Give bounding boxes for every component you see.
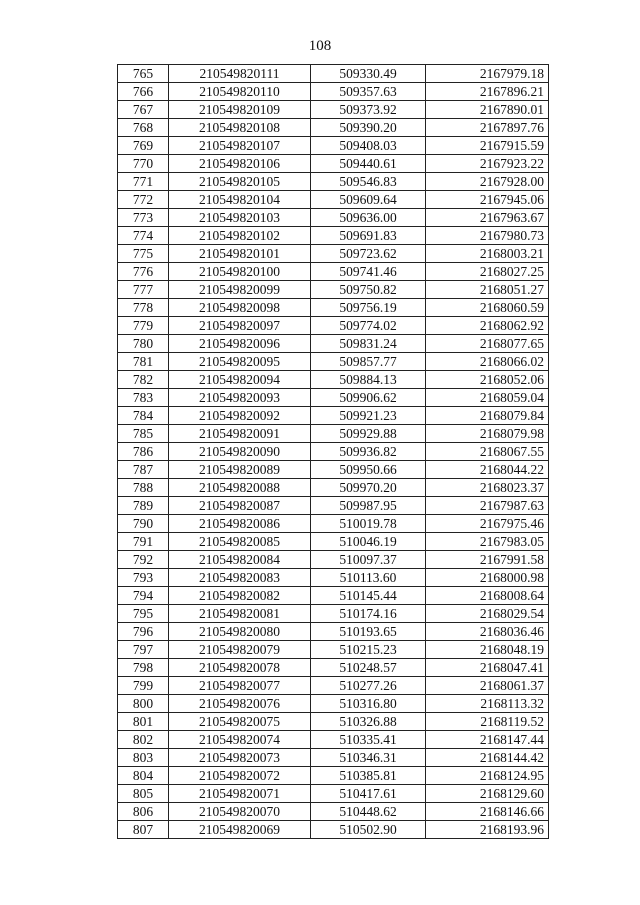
y-coordinate-cell: 2167963.67 [426,209,549,227]
x-coordinate-cell: 510145.44 [311,587,426,605]
y-coordinate-cell: 2168124.95 [426,767,549,785]
table-row [118,767,549,785]
row-number-cell: 766 [118,83,169,101]
row-number-cell: 801 [118,713,169,731]
table-row [118,65,549,83]
point-id-cell: 210549820098 [169,299,311,317]
row-number-cell: 807 [118,821,169,839]
point-id-cell: 210549820104 [169,191,311,209]
row-number-cell: 765 [118,65,169,83]
row-number-cell: 806 [118,803,169,821]
x-coordinate-cell: 509390.20 [311,119,426,137]
point-id-cell: 210549820105 [169,173,311,191]
point-id-cell: 210549820092 [169,407,311,425]
x-coordinate-cell: 510174.16 [311,605,426,623]
y-coordinate-cell: 2168036.46 [426,623,549,641]
y-coordinate-cell: 2167983.05 [426,533,549,551]
y-coordinate-cell: 2167945.06 [426,191,549,209]
row-number-cell: 778 [118,299,169,317]
x-coordinate-cell: 509440.61 [311,155,426,173]
table-row [118,623,549,641]
x-coordinate-cell: 509741.46 [311,263,426,281]
table-row [118,695,549,713]
y-coordinate-cell: 2168060.59 [426,299,549,317]
row-number-cell: 805 [118,785,169,803]
point-id-cell: 210549820075 [169,713,311,731]
table-row [118,551,549,569]
y-coordinate-cell: 2167896.21 [426,83,549,101]
table-row [118,101,549,119]
table-row [118,317,549,335]
table-row [118,497,549,515]
x-coordinate-cell: 510193.65 [311,623,426,641]
row-number-cell: 787 [118,461,169,479]
x-coordinate-cell: 510316.80 [311,695,426,713]
y-coordinate-cell: 2168066.02 [426,353,549,371]
row-number-cell: 794 [118,587,169,605]
x-coordinate-cell: 509750.82 [311,281,426,299]
table-row [118,587,549,605]
point-id-cell: 210549820108 [169,119,311,137]
table-row [118,299,549,317]
x-coordinate-cell: 510335.41 [311,731,426,749]
table-row [118,803,549,821]
point-id-cell: 210549820089 [169,461,311,479]
point-id-cell: 210549820103 [169,209,311,227]
x-coordinate-cell: 509857.77 [311,353,426,371]
x-coordinate-cell: 509609.64 [311,191,426,209]
x-coordinate-cell: 510448.62 [311,803,426,821]
x-coordinate-cell: 510385.81 [311,767,426,785]
x-coordinate-cell: 510346.31 [311,749,426,767]
row-number-cell: 802 [118,731,169,749]
y-coordinate-cell: 2168146.66 [426,803,549,821]
x-coordinate-cell: 510215.23 [311,641,426,659]
y-coordinate-cell: 2168119.52 [426,713,549,731]
point-id-cell: 210549820086 [169,515,311,533]
x-coordinate-cell: 509936.82 [311,443,426,461]
table-row [118,209,549,227]
table-row [118,749,549,767]
row-number-cell: 772 [118,191,169,209]
point-id-cell: 210549820071 [169,785,311,803]
y-coordinate-cell: 2168079.98 [426,425,549,443]
y-coordinate-cell: 2167980.73 [426,227,549,245]
row-number-cell: 792 [118,551,169,569]
row-number-cell: 798 [118,659,169,677]
y-coordinate-cell: 2168008.64 [426,587,549,605]
point-id-cell: 210549820110 [169,83,311,101]
point-id-cell: 210549820069 [169,821,311,839]
table-row [118,677,549,695]
x-coordinate-cell: 510326.88 [311,713,426,731]
point-id-cell: 210549820078 [169,659,311,677]
y-coordinate-cell: 2168077.65 [426,335,549,353]
point-id-cell: 210549820081 [169,605,311,623]
table-row [118,533,549,551]
table-row [118,659,549,677]
row-number-cell: 785 [118,425,169,443]
x-coordinate-cell: 510113.60 [311,569,426,587]
x-coordinate-cell: 509373.92 [311,101,426,119]
point-id-cell: 210549820083 [169,569,311,587]
row-number-cell: 789 [118,497,169,515]
point-id-cell: 210549820077 [169,677,311,695]
table-row [118,245,549,263]
row-number-cell: 797 [118,641,169,659]
y-coordinate-cell: 2167991.58 [426,551,549,569]
row-number-cell: 770 [118,155,169,173]
x-coordinate-cell: 510417.61 [311,785,426,803]
y-coordinate-cell: 2168048.19 [426,641,549,659]
y-coordinate-cell: 2167923.22 [426,155,549,173]
table-row [118,605,549,623]
x-coordinate-cell: 509408.03 [311,137,426,155]
table-row [118,389,549,407]
y-coordinate-cell: 2168047.41 [426,659,549,677]
y-coordinate-cell: 2168129.60 [426,785,549,803]
table-row [118,407,549,425]
table-row [118,785,549,803]
row-number-cell: 795 [118,605,169,623]
row-number-cell: 782 [118,371,169,389]
row-number-cell: 777 [118,281,169,299]
x-coordinate-cell: 509921.23 [311,407,426,425]
row-number-cell: 790 [118,515,169,533]
y-coordinate-cell: 2167987.63 [426,497,549,515]
x-coordinate-cell: 509636.00 [311,209,426,227]
y-coordinate-cell: 2168044.22 [426,461,549,479]
y-coordinate-cell: 2168062.92 [426,317,549,335]
point-id-cell: 210549820095 [169,353,311,371]
row-number-cell: 786 [118,443,169,461]
table-row [118,443,549,461]
x-coordinate-cell: 509884.13 [311,371,426,389]
y-coordinate-cell: 2168052.06 [426,371,549,389]
point-id-cell: 210549820093 [169,389,311,407]
y-coordinate-cell: 2167928.00 [426,173,549,191]
table-row [118,425,549,443]
x-coordinate-cell: 509929.88 [311,425,426,443]
x-coordinate-cell: 509831.24 [311,335,426,353]
point-id-cell: 210549820100 [169,263,311,281]
table-row [118,515,549,533]
point-id-cell: 210549820073 [169,749,311,767]
table-row [118,731,549,749]
row-number-cell: 773 [118,209,169,227]
table-row [118,227,549,245]
x-coordinate-cell: 509950.66 [311,461,426,479]
point-id-cell: 210549820074 [169,731,311,749]
table-row [118,119,549,137]
y-coordinate-cell: 2168067.55 [426,443,549,461]
y-coordinate-cell: 2168147.44 [426,731,549,749]
point-id-cell: 210549820101 [169,245,311,263]
table-row [118,461,549,479]
row-number-cell: 804 [118,767,169,785]
row-number-cell: 791 [118,533,169,551]
row-number-cell: 776 [118,263,169,281]
page-number: 108 [308,38,332,54]
y-coordinate-cell: 2168113.32 [426,695,549,713]
row-number-cell: 767 [118,101,169,119]
point-id-cell: 210549820080 [169,623,311,641]
y-coordinate-cell: 2168051.27 [426,281,549,299]
y-coordinate-cell: 2168079.84 [426,407,549,425]
row-number-cell: 793 [118,569,169,587]
point-id-cell: 210549820111 [169,65,311,83]
y-coordinate-cell: 2167979.18 [426,65,549,83]
table-row [118,335,549,353]
x-coordinate-cell: 509970.20 [311,479,426,497]
table-row [118,263,549,281]
y-coordinate-cell: 2168144.42 [426,749,549,767]
coordinates-table [117,64,549,839]
x-coordinate-cell: 510097.37 [311,551,426,569]
x-coordinate-cell: 510248.57 [311,659,426,677]
row-number-cell: 800 [118,695,169,713]
point-id-cell: 210549820102 [169,227,311,245]
table-row [118,173,549,191]
table-row [118,641,549,659]
row-number-cell: 788 [118,479,169,497]
point-id-cell: 210549820087 [169,497,311,515]
row-number-cell: 768 [118,119,169,137]
point-id-cell: 210549820070 [169,803,311,821]
table-row [118,281,549,299]
point-id-cell: 210549820090 [169,443,311,461]
point-id-cell: 210549820084 [169,551,311,569]
row-number-cell: 803 [118,749,169,767]
y-coordinate-cell: 2167897.76 [426,119,549,137]
point-id-cell: 210549820091 [169,425,311,443]
point-id-cell: 210549820082 [169,587,311,605]
x-coordinate-cell: 510277.26 [311,677,426,695]
point-id-cell: 210549820109 [169,101,311,119]
y-coordinate-cell: 2168000.98 [426,569,549,587]
table-row [118,479,549,497]
point-id-cell: 210549820094 [169,371,311,389]
point-id-cell: 210549820076 [169,695,311,713]
y-coordinate-cell: 2168003.21 [426,245,549,263]
point-id-cell: 210549820079 [169,641,311,659]
y-coordinate-cell: 2168029.54 [426,605,549,623]
table-row [118,569,549,587]
x-coordinate-cell: 509987.95 [311,497,426,515]
row-number-cell: 781 [118,353,169,371]
coordinates-table-body [118,65,549,839]
point-id-cell: 210549820106 [169,155,311,173]
x-coordinate-cell: 509774.02 [311,317,426,335]
x-coordinate-cell: 509756.19 [311,299,426,317]
point-id-cell: 210549820072 [169,767,311,785]
x-coordinate-cell: 509906.62 [311,389,426,407]
x-coordinate-cell: 510019.78 [311,515,426,533]
row-number-cell: 799 [118,677,169,695]
x-coordinate-cell: 509330.49 [311,65,426,83]
table-row [118,155,549,173]
x-coordinate-cell: 509546.83 [311,173,426,191]
y-coordinate-cell: 2168193.96 [426,821,549,839]
row-number-cell: 783 [118,389,169,407]
y-coordinate-cell: 2167975.46 [426,515,549,533]
point-id-cell: 210549820085 [169,533,311,551]
y-coordinate-cell: 2168023.37 [426,479,549,497]
point-id-cell: 210549820099 [169,281,311,299]
point-id-cell: 210549820088 [169,479,311,497]
y-coordinate-cell: 2167890.01 [426,101,549,119]
row-number-cell: 780 [118,335,169,353]
row-number-cell: 774 [118,227,169,245]
row-number-cell: 796 [118,623,169,641]
row-number-cell: 779 [118,317,169,335]
x-coordinate-cell: 509691.83 [311,227,426,245]
table-row [118,713,549,731]
point-id-cell: 210549820097 [169,317,311,335]
x-coordinate-cell: 510046.19 [311,533,426,551]
table-row [118,191,549,209]
row-number-cell: 769 [118,137,169,155]
y-coordinate-cell: 2168061.37 [426,677,549,695]
table-row [118,83,549,101]
table-row [118,137,549,155]
table-row [118,821,549,839]
y-coordinate-cell: 2168059.04 [426,389,549,407]
row-number-cell: 775 [118,245,169,263]
row-number-cell: 784 [118,407,169,425]
x-coordinate-cell: 509723.62 [311,245,426,263]
row-number-cell: 771 [118,173,169,191]
point-id-cell: 210549820096 [169,335,311,353]
x-coordinate-cell: 509357.63 [311,83,426,101]
table-row [118,371,549,389]
table-row [118,353,549,371]
x-coordinate-cell: 510502.90 [311,821,426,839]
y-coordinate-cell: 2168027.25 [426,263,549,281]
point-id-cell: 210549820107 [169,137,311,155]
y-coordinate-cell: 2167915.59 [426,137,549,155]
